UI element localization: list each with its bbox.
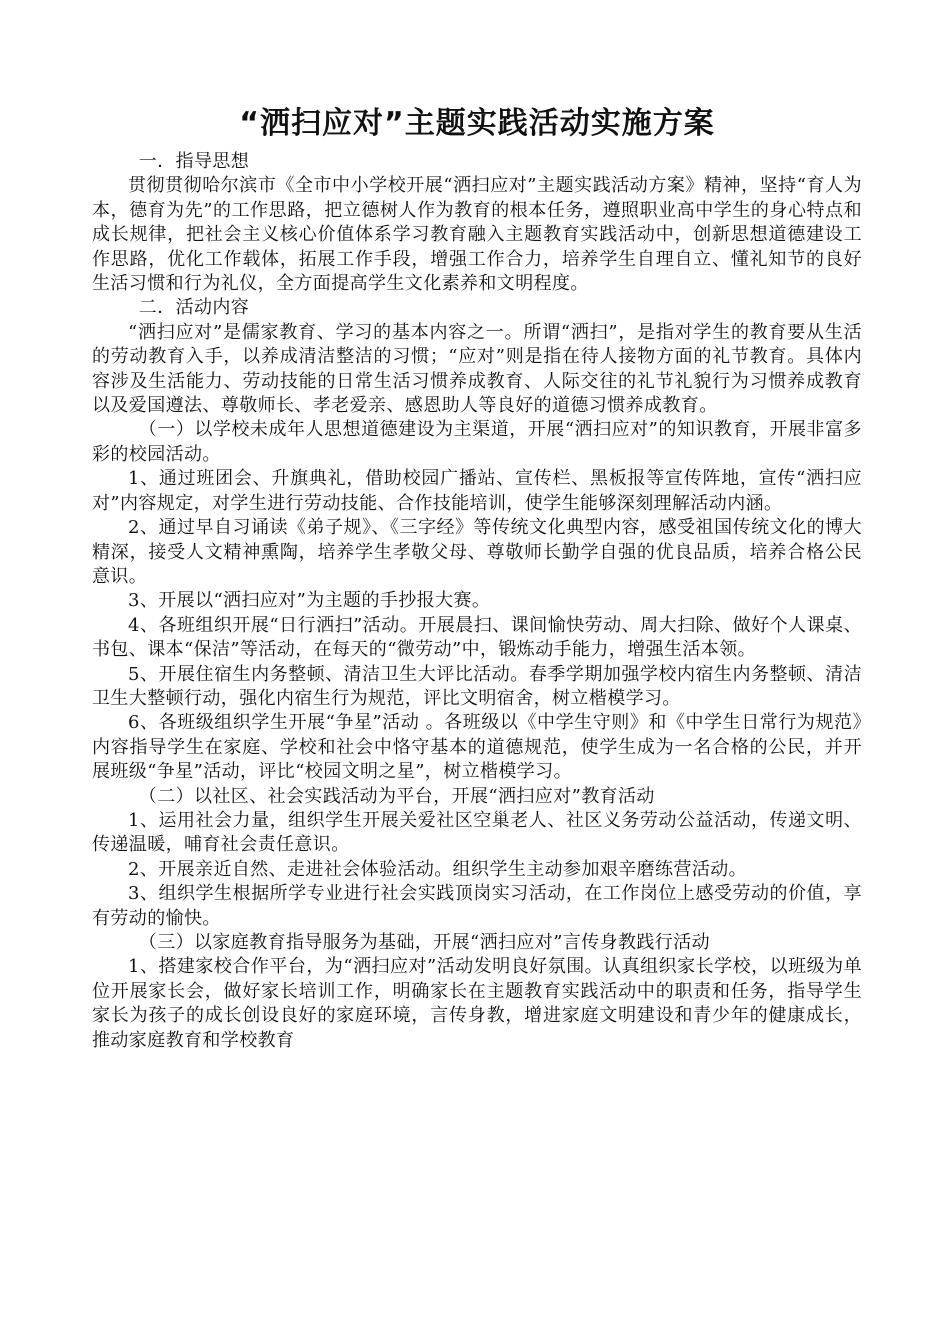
list-item: 3、组织学生根据所学专业进行社会实践顶岗实习活动，在工作岗位上感受劳动的价值，享有劳动的愉快。	[92, 883, 862, 929]
subsection-heading-community: （二）以社区、社会实践活动为平台，开展“洒扫应对”教育活动	[138, 785, 655, 807]
list-item: 1、搭建家校合作平台，为“洒扫应对”活动发明良好氛围。认真组织家长学校，以班级为单位开展家长会，做好家长培训工作，明确家长在主题教育实践活动中的职责和任务，指导学生家长为孩子的成长创设良好的家庭环境，言传身教，增进家庭文明建设和青少年的健康成长，推动家庭教育和学校教育	[92, 956, 862, 1051]
list-item: 4、各班组织开展“日行洒扫”活动。开展晨扫、课间愉快劳动、周大扫除、做好个人课桌、书包、课本“保洁”等活动，在每天的“微劳动”中，锻炼动手能力，增强生活本领。	[92, 614, 862, 661]
subsection-heading-family: （三）以家庭教育指导服务为基础，开展“洒扫应对”言传身教践行活动	[138, 932, 710, 953]
list-item: 1、运用社会力量，组织学生开展关爱社区空巢老人、社区义务劳动公益活动，传递文明、传递温暖，哺育社会责任意识。	[92, 809, 862, 856]
list-item: 2、开展亲近自然、走进社会体验活动。组织学生主动参加艰辛磨练营活动。	[128, 858, 748, 880]
list-item: 6、各班级组织学生开展“争星”活动 。各班级以《中学生守则》和《中学生日常行为规范》内容指导学生在家庭、学校和社会中恪守基本的道德规范，使学生成为一名合格的公民，并开展班级“争星”活动，评比“校园文明之星”，树立楷模学习。	[92, 712, 862, 783]
document-title: “洒扫应对”主题实践活动实施方案	[239, 106, 715, 141]
subsection-heading-school: （一）以学校未成年人思想道德建设为主渠道，开展“洒扫应对”的知识教育，开展非富多彩的校园活动。	[92, 419, 862, 465]
document-body	[92, 150, 862, 1053]
paragraph: 贯彻贯彻哈尔滨市《全市中小学校开展“洒扫应对”主题实践活动方案》精神，坚持“育人为本，德育为先”的工作思路，把立德树人作为教育的根本任务，遵照职业高中学生的身心特点和成长规律，把社会主义核心价值体系学习教育融入主题教育实践活动中，创新思想道德建设工作思路，优化工作载体，拓展工作手段，增强工作合力，培养学生自理自立、懂礼知节的良好生活习惯和行为礼仪，全方面提高学生文化素养和文明程度。	[92, 175, 862, 295]
list-item: 5、开展住宿生内务整顿、清洁卫生大评比活动。春季学期加强学校内宿生内务整顿、清洁卫生大整顿行动，强化内宿生行为规范，评比文明宿舍，树立楷模学习。	[92, 663, 862, 709]
list-item: 3、开展以“洒扫应对”为主题的手抄报大赛。	[128, 590, 491, 612]
section-heading-guiding-ideology: 一．指导思想	[138, 151, 250, 172]
paragraph: “洒扫应对”是儒家教育、学习的基本内容之一。所谓“洒扫”，是指对学生的教育要从生活的劳动教育入手，以养成清洁整洁的习惯；“应对”则是指在待人接物方面的礼节教育。具体内容涉及生活能力、劳动技能的日常生活习惯养成教育、人际交往的礼节礼貌行为习惯养成教育以及爱国遵法、尊敬师长、孝老爱亲、感恩助人等良好的道德习惯养成教育。	[92, 321, 862, 417]
list-item: 2、通过早自习诵读《弟子规》、《三字经》等传统文化典型内容，感受祖国传统文化的博大精深，接受人文精神熏陶，培养学生孝敬父母、尊敬师长勤学自强的优良品质，培养合格公民意识。	[92, 517, 862, 587]
document-page	[92, 100, 862, 1053]
section-heading-activity-content: 二．活动内容	[138, 297, 250, 319]
list-item: 1、通过班团会、升旗典礼，借助校园广播站、宣传栏、黑板报等宣传阵地，宣传“洒扫应对”内容规定，对学生进行劳动技能、合作技能培训，使学生能够深刻理解活动内涵。	[92, 468, 862, 514]
